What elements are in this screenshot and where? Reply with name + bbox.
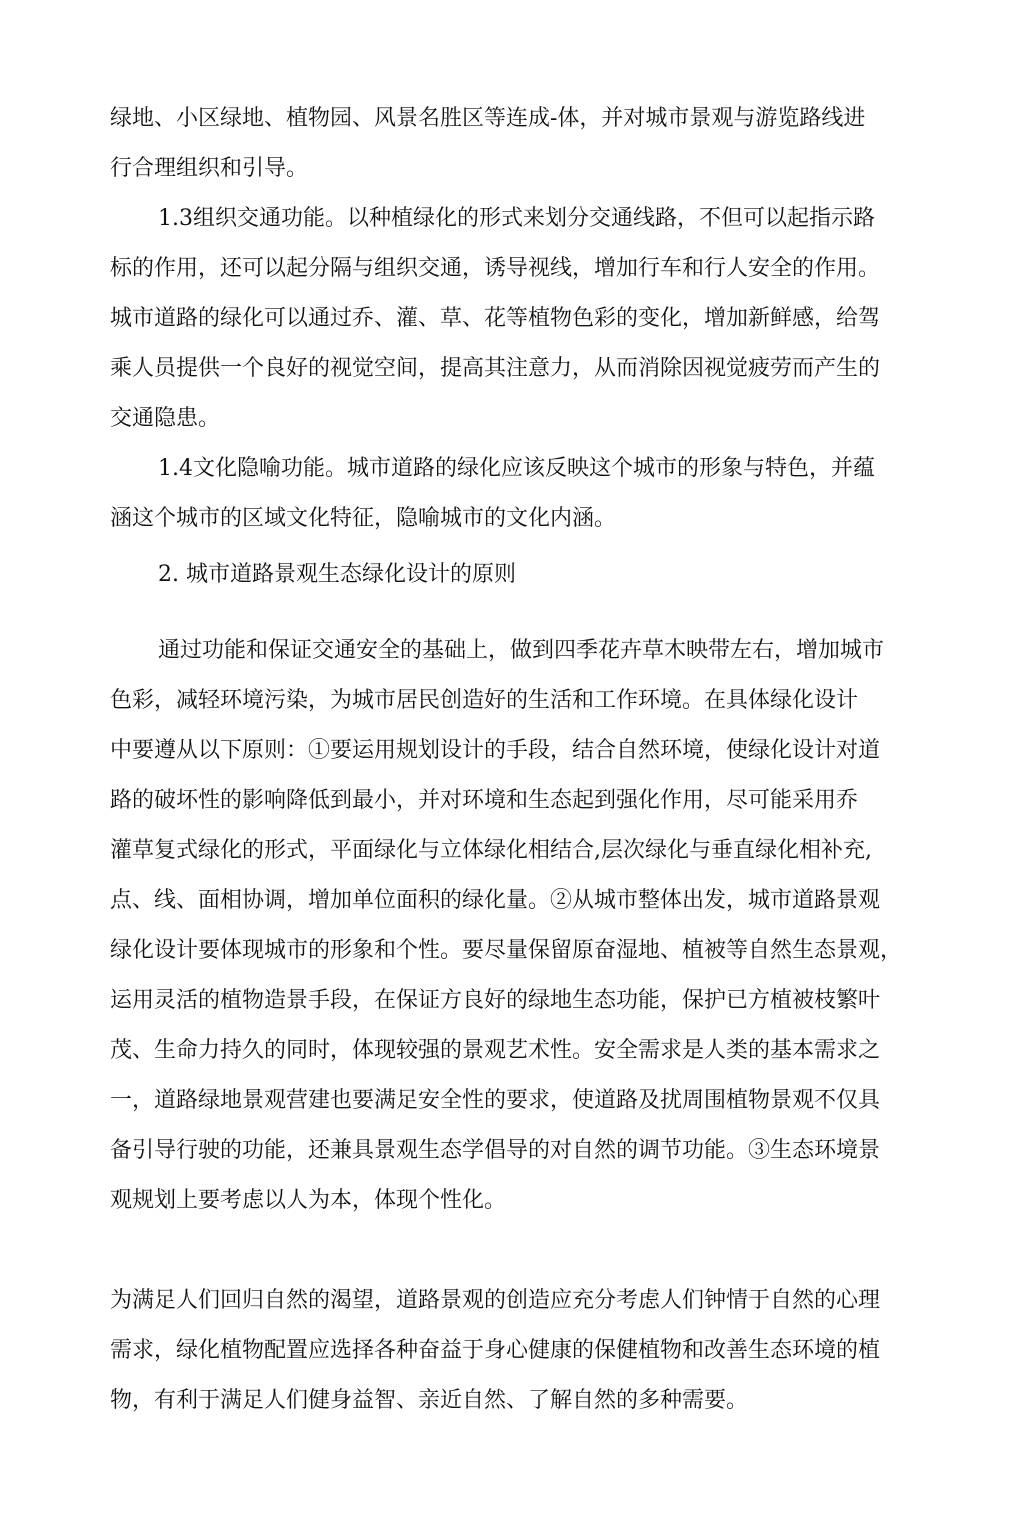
section-heading-1-3: 1.3组织交通功能。以种植绿化的形式来划分交通线路，不但可以起指示路	[158, 206, 875, 231]
text-line: 涵这个城市的区域文化特征，隐喻城市的文化内涵。	[110, 506, 617, 531]
text-line: 运用灵活的植物造景手段，在保证方良好的绿地生态功能，保护已方植被枝繁叶	[110, 988, 881, 1013]
section-heading-2: 2. 城市道路景观生态绿化设计的原则	[158, 562, 516, 587]
section-heading-1-4: 1.4文化隐喻功能。城市道路的绿化应该反映这个城市的形象与特色，并蕴	[158, 456, 875, 481]
paragraph-start: 通过功能和保证交通安全的基础上，做到四季花卉草木映带左右，增加城市	[158, 638, 885, 663]
text-line: 交通隐患。	[110, 406, 221, 431]
text-line: 点、线、面相协调，增加单位面积的绿化量。②从城市整体出发，城市道路景观	[110, 888, 881, 913]
text-line: 城市道路的绿化可以通过乔、灌、草、花等植物色彩的变化，增加新鲜感，给驾	[110, 306, 881, 331]
text-line: 灌草复式绿化的形式，平面绿化与立体绿化相结合,层次绿化与垂直绿化相补充,	[110, 838, 872, 863]
text-line: 备引导行驶的功能，还兼具景观生态学倡导的对自然的调节功能。③生态环境景	[110, 1138, 881, 1163]
text-line: 行合理组织和引导。	[110, 156, 309, 181]
text-line: 一，道路绿地景观营建也要满足安全性的要求，使道路及扰周围植物景观不仅具	[110, 1088, 881, 1113]
text-line: 物，有利于满足人们健身益智、亲近自然、了解自然的多种需要。	[110, 1388, 749, 1413]
text-line: 绿地、小区绿地、植物园、风景名胜区等连成-体，并对城市景观与游览路线进	[110, 106, 866, 131]
text-line: 乘人员提供一个良好的视觉空间，提高其注意力，从而消除因视觉疲劳而产生的	[110, 356, 881, 381]
text-line: 色彩，减轻环境污染，为城市居民创造好的生活和工作环境。在具体绿化设计	[110, 688, 859, 713]
text-line: 茂、生命力持久的同时，体现较强的景观艺术性。安全需求是人类的基本需求之	[110, 1038, 881, 1063]
text-line: 标的作用，还可以起分隔与组织交通，诱导视线，增加行车和行人安全的作用。	[110, 256, 881, 281]
text-line: 观规划上要考虑以人为本，体现个性化。	[110, 1188, 507, 1213]
text-line: 中要遵从以下原则：①要运用规划设计的手段，结合自然环境，使绿化设计对道	[110, 738, 881, 763]
text-line: 路的破坏性的影响降低到最小，并对环境和生态起到强化作用，尽可能采用乔	[110, 788, 859, 813]
text-line: 需求，绿化植物配置应选择各种奋益于身心健康的保健植物和改善生态环境的植	[110, 1338, 881, 1363]
paragraph-start: 为满足人们回归自然的渴望，道路景观的创造应充分考虑人们钟情于自然的心理	[110, 1288, 881, 1313]
text-line: 绿化设计要体现城市的形象和个性。要尽量保留原奋湿地、植被等自然生态景观，	[110, 938, 903, 963]
